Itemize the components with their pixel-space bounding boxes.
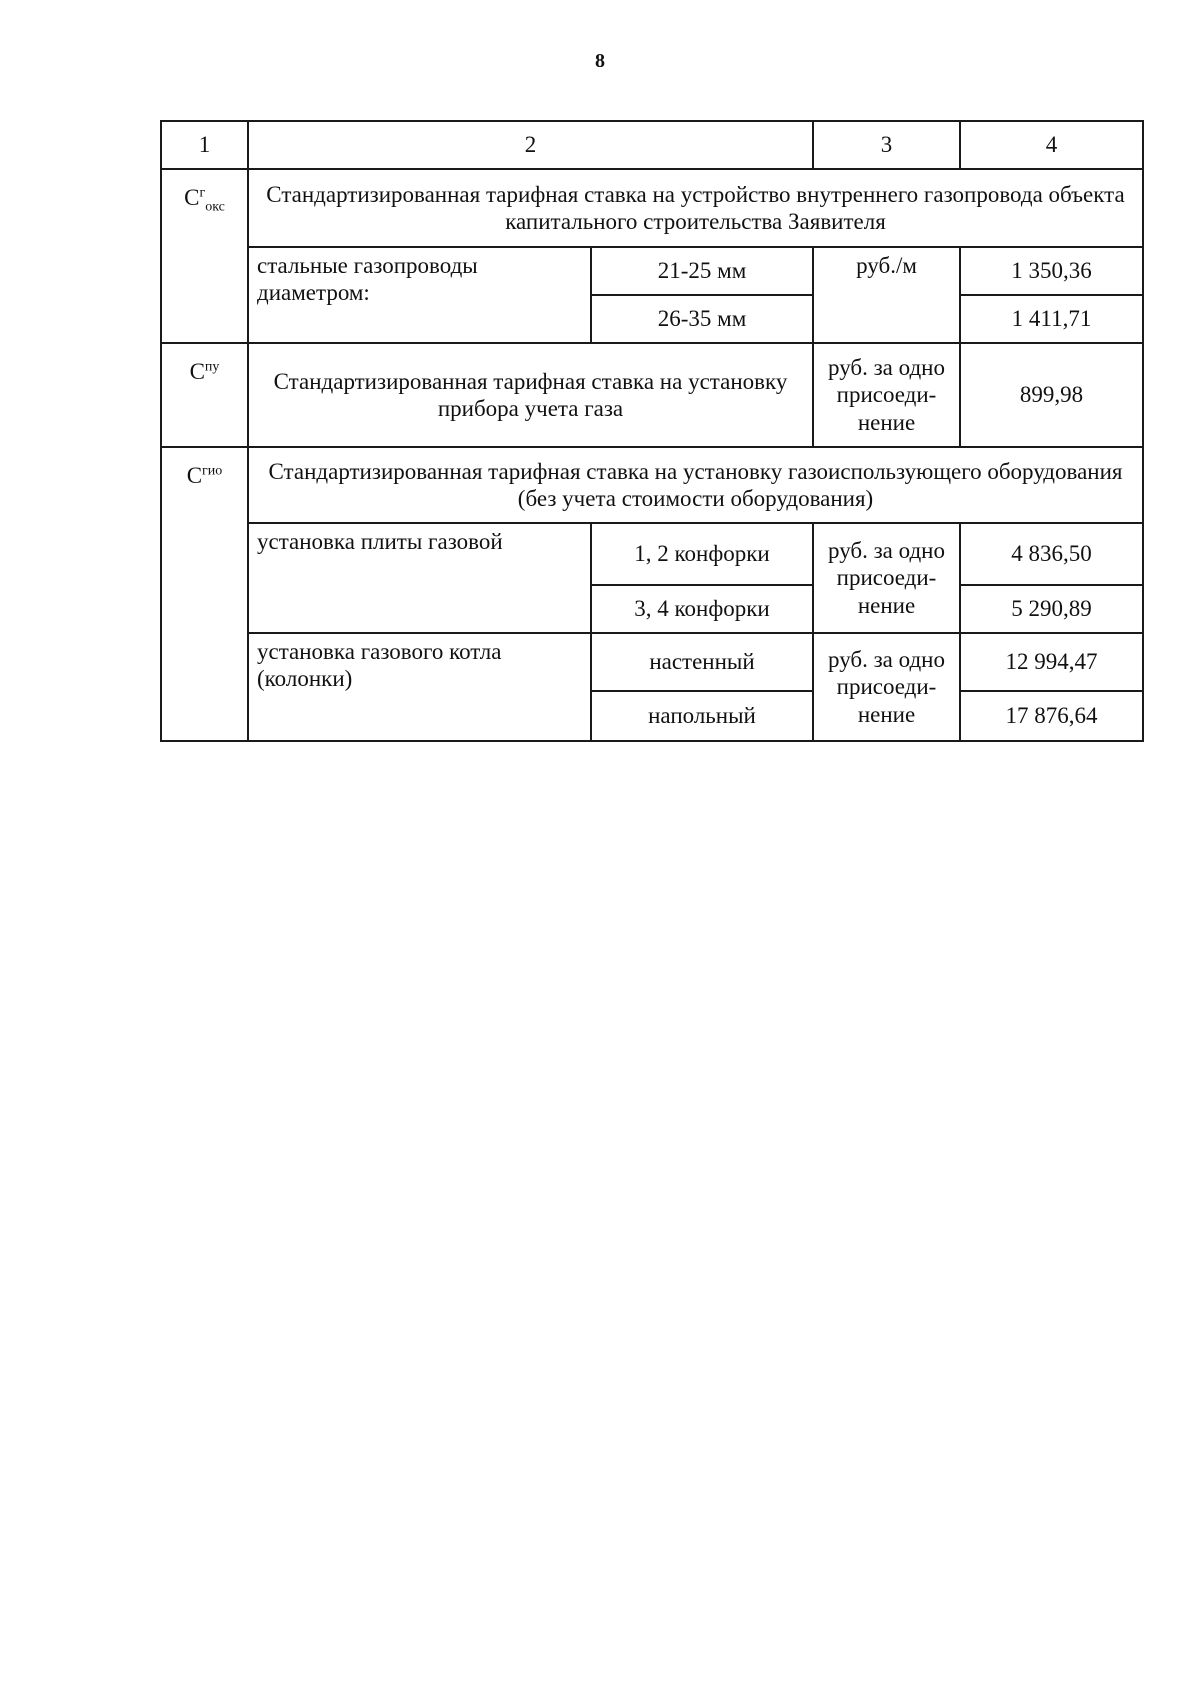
oks-item-label: стальные газопроводы диаметром: xyxy=(248,247,591,343)
pu-row xyxy=(161,343,1143,447)
gio-boiler-label: установка газового котла (колонки) xyxy=(248,633,591,741)
oks-title: Стандартизированная тарифная ставка на устройство внутреннего газопровода объекта капитального строительства Заявителя xyxy=(248,169,1143,247)
gio-stove-type-1: 1, 2 конфорки xyxy=(591,523,813,585)
pu-code: $С^{пу}$ xyxy=(161,343,248,447)
oks-size-2: 26-35 мм xyxy=(591,295,813,343)
pu-value: 899,98 xyxy=(960,343,1143,447)
header-col-4: 4 xyxy=(960,121,1143,169)
tariff-table xyxy=(160,120,1144,742)
gio-title-row xyxy=(161,447,1143,523)
pu-unit: руб. за одно присоеди-нение xyxy=(813,343,960,447)
page-number: 8 xyxy=(595,50,605,72)
header-col-3: 3 xyxy=(813,121,960,169)
table-header-row xyxy=(161,121,1143,169)
oks-code: $С^г_{окс}$ xyxy=(161,169,248,343)
gio-code: $С^{гио}$ xyxy=(161,447,248,741)
gio-stove-label: установка плиты газовой xyxy=(248,523,591,633)
table-row xyxy=(161,633,1143,691)
gio-stove-value-2: 5 290,89 xyxy=(960,585,1143,633)
gio-stove-type-2: 3, 4 конфорки xyxy=(591,585,813,633)
gio-boiler-value-1: 12 994,47 xyxy=(960,633,1143,691)
header-col-1: 1 xyxy=(161,121,248,169)
header-col-2: 2 xyxy=(248,121,813,169)
gio-title: Стандартизированная тарифная ставка на установку газоиспользующего оборудования (без учета стоимости оборудования) xyxy=(248,447,1143,523)
gio-boiler-value-2: 17 876,64 xyxy=(960,691,1143,741)
gio-boiler-type-1: настенный xyxy=(591,633,813,691)
gio-stove-unit: руб. за одно присоеди-нение xyxy=(813,523,960,633)
oks-unit: руб./м xyxy=(813,247,960,343)
oks-size-1: 21-25 мм xyxy=(591,247,813,295)
gio-boiler-type-2: напольный xyxy=(591,691,813,741)
gio-stove-value-1: 4 836,50 xyxy=(960,523,1143,585)
oks-value-2: 1 411,71 xyxy=(960,295,1143,343)
oks-title-row xyxy=(161,169,1143,247)
table-row xyxy=(161,523,1143,585)
gio-boiler-unit: руб. за одно присоеди-нение xyxy=(813,633,960,741)
pu-title: Стандартизированная тарифная ставка на установку прибора учета газа xyxy=(248,343,813,447)
oks-value-1: 1 350,36 xyxy=(960,247,1143,295)
table-row xyxy=(161,247,1143,295)
